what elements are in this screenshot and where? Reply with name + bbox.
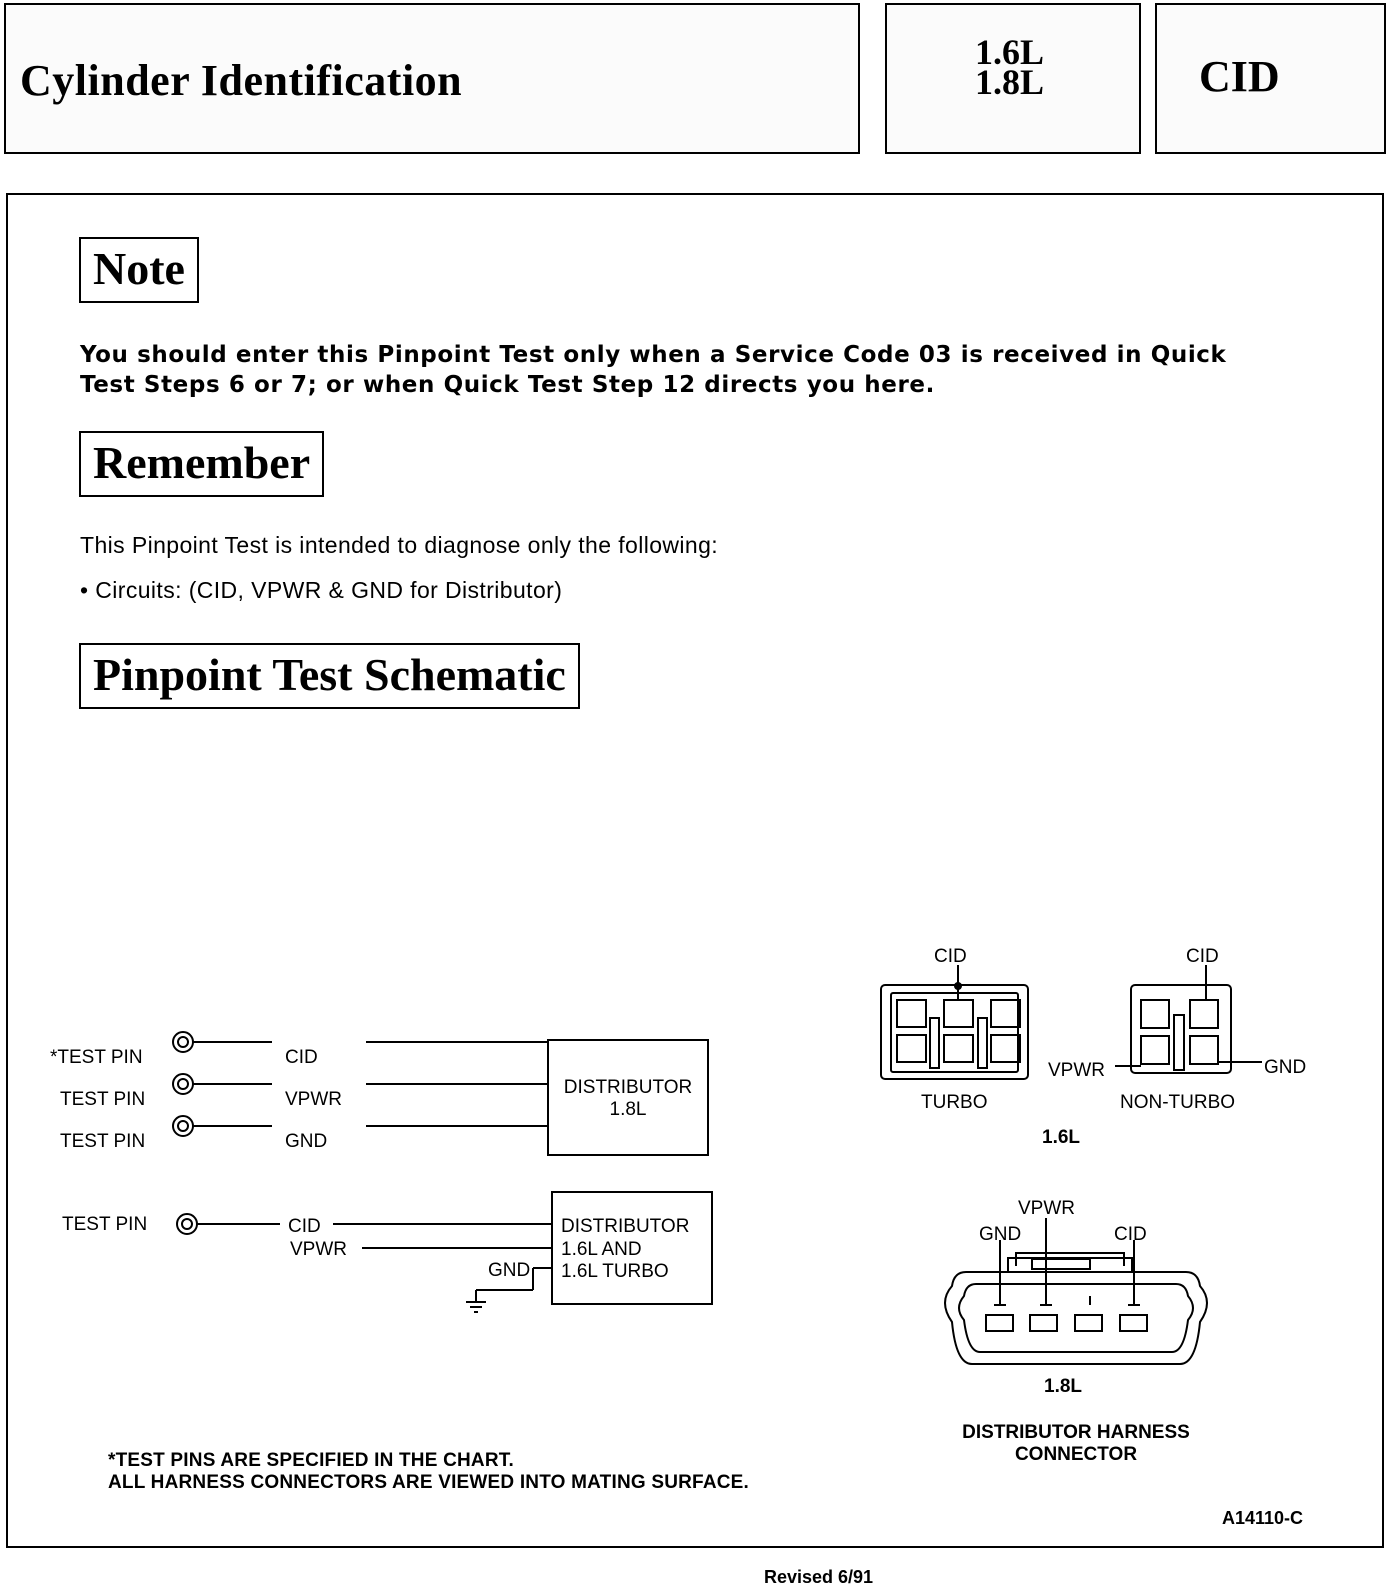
harness-title-line2: CONNECTOR [1014, 1444, 1138, 1465]
schematic-footnote [108, 1450, 749, 1494]
revised-date: Revised 6/91 [764, 1567, 874, 1587]
harness-gnd-label: GND [979, 1224, 1022, 1245]
non-turbo-gnd-label: GND [1264, 1057, 1307, 1078]
footnote-line-1: *TEST PINS ARE SPECIFIED IN THE CHART. [108, 1450, 514, 1471]
footnote-line-2: ALL HARNESS CONNECTORS ARE VIEWED INTO MATING SURFACE. [108, 1472, 750, 1493]
turbo-cid-label: CID [934, 946, 967, 967]
turbo-label: TURBO [921, 1092, 988, 1113]
distributor-1-6-label: DISTRIBUTOR [561, 1216, 690, 1237]
test-pin-label-gnd: TEST PIN [60, 1131, 146, 1152]
bottom-signal-cid: CID [288, 1216, 321, 1237]
turbo-connector [881, 965, 1028, 1079]
non-turbo-label: NON-TURBO [1120, 1092, 1236, 1113]
schematic-heading: Pinpoint Test Schematic [79, 643, 580, 709]
remember-bullet: • Circuits: (CID, VPWR & GND for Distributor) [80, 577, 563, 603]
harness-title-line1: DISTRIBUTOR HARNESS [962, 1422, 1190, 1443]
harness-vpwr-label: VPWR [1018, 1198, 1075, 1219]
test-code: CID [1199, 52, 1280, 101]
bottom-signal-vpwr: VPWR [290, 1239, 347, 1260]
page-title: Cylinder Identification [20, 56, 463, 105]
distributor-1-6-turbo: 1.6L TURBO [561, 1261, 669, 1282]
signal-gnd: GND [285, 1131, 328, 1152]
remember-intro: This Pinpoint Test is intended to diagnose only the following: [80, 532, 719, 558]
non-turbo-cid-label: CID [1186, 946, 1219, 967]
note-heading: Note [79, 237, 199, 303]
note-text: You should enter this Pinpoint Test only when a Service Code 03 is received in Quick Test Steps 6 or 7; or when Quick Test Step 12 directs you here. [80, 342, 1227, 398]
engine-1-8: 1.8L [975, 62, 1045, 102]
test-pin-label-cid: *TEST PIN [50, 1047, 143, 1068]
distributor-1-8-label: DISTRIBUTOR [563, 1077, 693, 1098]
harness-engine-label: 1.8L [1044, 1376, 1083, 1397]
test-pin-label-vpwr: TEST PIN [60, 1089, 146, 1110]
figure-id: A14110-C [1222, 1508, 1304, 1528]
distributor-1-6-engine: 1.6L AND [561, 1239, 642, 1260]
distributor-1-8-engine: 1.8L [609, 1099, 647, 1120]
signal-cid: CID [285, 1047, 318, 1068]
bottom-signal-gnd: GND [488, 1260, 531, 1281]
signal-vpwr: VPWR [285, 1089, 342, 1110]
connector-1-6-engine-label: 1.6L [1042, 1127, 1081, 1148]
turbo-cid-terminal-dot [954, 982, 962, 990]
non-turbo-connector [1115, 965, 1262, 1073]
non-turbo-vpwr-label: VPWR [1048, 1060, 1105, 1081]
engine-1-6: 1.6L [975, 32, 1045, 72]
bottom-test-pin-label: TEST PIN [62, 1214, 148, 1235]
harness-cid-label: CID [1114, 1224, 1147, 1245]
remember-heading: Remember [79, 431, 324, 497]
